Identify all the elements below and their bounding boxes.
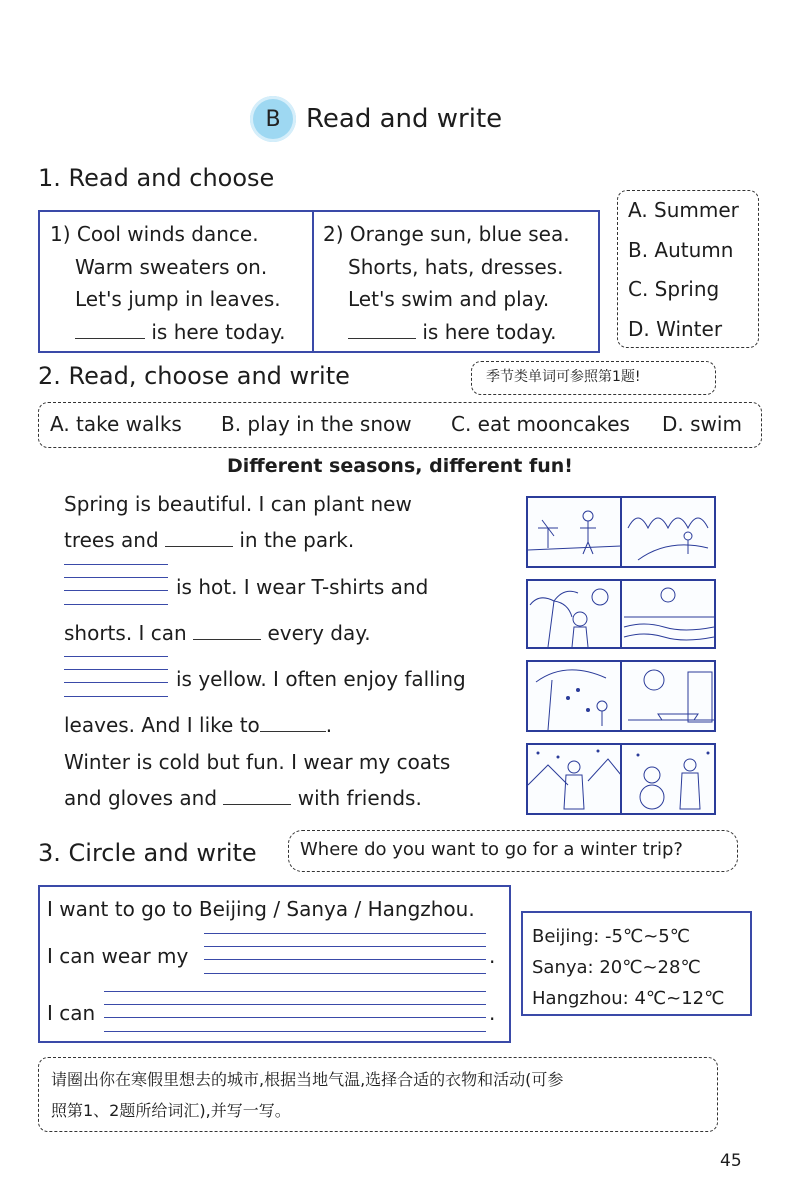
wear-period: . [489, 944, 496, 968]
temp-hangzhou: Hangzhou: 4℃~12℃ [532, 988, 725, 1009]
page-title: Read and write [306, 104, 503, 134]
poem2-blank[interactable] [348, 338, 416, 339]
p3-blank[interactable] [260, 731, 326, 732]
p3-line2a: leaves. And I like to [64, 713, 260, 737]
poem1-line2: Warm sweaters on. [75, 254, 268, 279]
temp-beijing: Beijing: -5℃~5℃ [532, 926, 690, 947]
wear-label: I can wear my [47, 944, 189, 968]
summer-picture [526, 579, 716, 649]
p1-line2b: in the park. [239, 528, 355, 552]
p2-blank[interactable] [193, 639, 261, 640]
temp-sanya: Sanya: 20℃~28℃ [532, 957, 701, 978]
poem-box [38, 210, 600, 353]
reading-subtitle: Different seasons, different fun! [227, 455, 573, 477]
p2-line2a: shorts. I can [64, 621, 187, 645]
question-bubble: Where do you want to go for a winter trip? [288, 830, 738, 872]
can-label: I can [47, 1001, 96, 1025]
option-b: B. Autumn [628, 237, 734, 262]
p3-line1: is yellow. I often enjoy falling [176, 667, 466, 691]
p4-blank[interactable] [223, 804, 291, 805]
hint-note: 季节类单词可参照第1题! [471, 361, 716, 395]
option-a: A. Summer [628, 198, 739, 222]
p2-line1: is hot. I wear T-shirts and [176, 575, 429, 599]
poem1-blank[interactable] [75, 338, 145, 339]
poem-divider [312, 212, 314, 351]
trip-city-line[interactable]: I want to go to Beijing / Sanya / Hangzhou. [47, 897, 475, 921]
autumn-picture [526, 660, 716, 732]
option-c: C. Spring [628, 277, 720, 301]
choice-a: A. take walks [50, 412, 182, 436]
instruction-line1: 请圈出你在寒假里想去的城市,根据当地气温,选择合适的衣物和活动(可参 [51, 1070, 564, 1089]
p4-line1: Winter is cold but fun. I wear my coats [64, 750, 451, 774]
p1-blank[interactable] [165, 546, 233, 547]
p1-line2a: trees and [64, 528, 159, 552]
season-options-box [617, 190, 759, 348]
option-d: D. Winter [628, 316, 723, 341]
poem1-line1: 1) Cool winds dance. [50, 222, 259, 246]
activity-choices-box [38, 402, 762, 448]
instruction-line2: 照第1、2题所给词汇),并写一写。 [51, 1101, 291, 1120]
spring-picture [526, 496, 716, 568]
section3-heading: 3. Circle and write [38, 839, 257, 867]
poem2-line3: Let's swim and play. [348, 287, 550, 311]
p2-line2b: every day. [267, 621, 371, 645]
poem2-line4: is here today. [422, 319, 557, 344]
choice-c: C. eat mooncakes [451, 412, 630, 436]
p4-line2a: and gloves and [64, 786, 218, 810]
poem-1 [50, 218, 286, 348]
poem2-line2: Shorts, hats, dresses. [348, 254, 564, 279]
writing-box [38, 885, 511, 1043]
section1-heading: 1. Read and choose [38, 164, 275, 192]
instruction-box [38, 1057, 718, 1132]
poem2-line1: 2) Orange sun, blue sea. [323, 222, 570, 246]
winter-picture [526, 743, 716, 815]
p1-line1: Spring is beautiful. I can plant new [64, 492, 412, 516]
poem1-line4: is here today. [151, 319, 286, 344]
section2-heading: 2. Read, choose and write [38, 362, 350, 390]
choice-d: D. swim [662, 412, 742, 436]
poem-2 [323, 218, 570, 348]
p4-line2b: with friends. [297, 786, 422, 810]
poem1-line3: Let's jump in leaves. [75, 287, 281, 311]
choice-b: B. play in the snow [221, 412, 412, 436]
p3-line2b: . [325, 713, 333, 737]
section-header [250, 96, 502, 142]
page-number: 45 [720, 1151, 742, 1171]
section-badge: B [250, 96, 296, 142]
can-period: . [489, 1001, 496, 1025]
temperature-box [521, 911, 752, 1016]
